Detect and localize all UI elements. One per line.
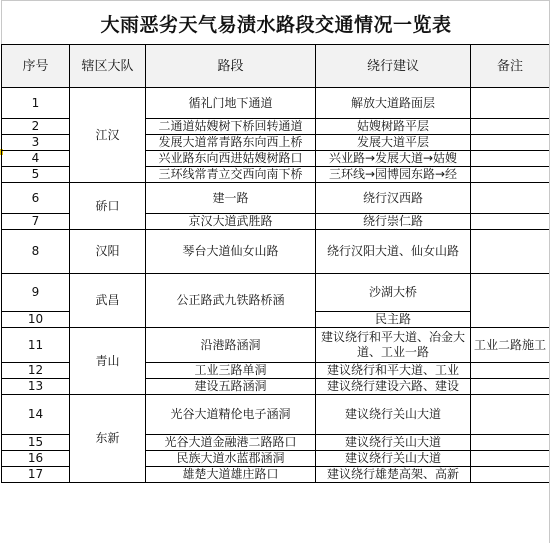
table-row: [2, 395, 550, 435]
table-title: 大雨恶劣天气易渍水路段交通情况一览表: [1, 0, 550, 45]
cell-road: 发展大道常青路东向西上桥: [146, 135, 316, 151]
cell-district: 江汉: [70, 88, 146, 183]
cell-detour: 绕行汉阳大道、仙女山路: [316, 230, 471, 274]
cell-district: 青山: [70, 328, 146, 395]
cell-road: 三环线常青立交西向南下桥: [146, 167, 316, 183]
cell-detour: 姑嫂树路平层: [316, 119, 471, 135]
cell-detour: 发展大道平层: [316, 135, 471, 151]
cell-note: [471, 88, 550, 119]
cell-seq: 17: [2, 467, 70, 483]
header-road: 路段: [146, 45, 316, 88]
cell-seq: 13: [2, 379, 70, 395]
cell-road: 光谷大道精伦电子涵洞: [146, 395, 316, 435]
cell-note: [471, 119, 550, 135]
cell-road: 京汉大道武胜路: [146, 214, 316, 230]
header-row: [2, 45, 550, 88]
cell-seq: 2: [2, 119, 70, 135]
cell-note: 工业二路施工: [471, 328, 550, 363]
cell-road: 工业三路单洞: [146, 363, 316, 379]
table-row: [2, 88, 550, 119]
cell-seq: 15: [2, 435, 70, 451]
cell-seq: 10: [2, 312, 70, 328]
cell-detour: 解放大道路面层: [316, 88, 471, 119]
cell-road: 沿港路涵洞: [146, 328, 316, 363]
cell-road: 光谷大道金融港二路路口: [146, 435, 316, 451]
cell-note: [471, 395, 550, 435]
table-row: [2, 230, 550, 274]
cell-road: 雄楚大道雄庄路口: [146, 467, 316, 483]
cell-seq: 5: [2, 167, 70, 183]
cell-note: [471, 467, 550, 483]
cell-note: [471, 363, 550, 379]
cell-road: 琴台大道仙女山路: [146, 230, 316, 274]
cell-note: [471, 135, 550, 151]
cell-note: [471, 379, 550, 395]
cell-detour: 民主路: [316, 312, 471, 328]
cell-detour: 建议绕行关山大道: [316, 435, 471, 451]
cell-seq: 14: [2, 395, 70, 435]
header-note: 备注: [471, 45, 550, 88]
cell-seq: 6: [2, 183, 70, 214]
cell-detour: 建议绕行和平大道、工业: [316, 363, 471, 379]
cell-detour: 建议绕行关山大道: [316, 451, 471, 467]
cell-detour: 沙湖大桥: [316, 274, 471, 312]
cell-road: 二通道姑嫂树下桥回转通道: [146, 119, 316, 135]
cell-road: 公正路武九铁路桥涵: [146, 274, 316, 328]
cell-detour: 建议绕行和平大道、冶金大道、工业一路: [316, 328, 471, 363]
cell-detour: 兴业路→发展大道→姑嫂: [316, 151, 471, 167]
cell-seq: 1: [2, 88, 70, 119]
cell-district: 汉阳: [70, 230, 146, 274]
cell-detour: 绕行汉西路: [316, 183, 471, 214]
cell-note: [471, 151, 550, 167]
traffic-table: [1, 44, 550, 483]
cell-road: 建设五路涵洞: [146, 379, 316, 395]
cell-road: 建一路: [146, 183, 316, 214]
cell-note: [471, 214, 550, 230]
cell-note: [471, 167, 550, 183]
cell-detour: 建议绕行关山大道: [316, 395, 471, 435]
cell-note: [471, 230, 550, 274]
cell-road: 兴业路东向西进姑嫂树路口: [146, 151, 316, 167]
cell-detour: 绕行崇仁路: [316, 214, 471, 230]
cell-note: [471, 183, 550, 214]
table-row: [2, 328, 550, 363]
table-row: [2, 183, 550, 214]
cell-detour: 三环线→园博园东路→经: [316, 167, 471, 183]
header-district: 辖区大队: [70, 45, 146, 88]
cell-seq: 8: [2, 230, 70, 274]
cell-seq: 16: [2, 451, 70, 467]
header-seq: 序号: [2, 45, 70, 88]
header-detour: 绕行建议: [316, 45, 471, 88]
cell-seq: 3: [2, 135, 70, 151]
cell-seq: 7: [2, 214, 70, 230]
cell-seq: 9: [2, 274, 70, 312]
table-row: [2, 274, 550, 312]
cell-seq: 12: [2, 363, 70, 379]
cell-seq: 4: [2, 151, 70, 167]
cell-note: [471, 274, 550, 328]
cell-detour: 建议绕行雄楚高架、高新: [316, 467, 471, 483]
cell-road: 民族大道水蓝郡涵洞: [146, 451, 316, 467]
cell-detour: 建议绕行建设六路、建设: [316, 379, 471, 395]
cell-district: 硚口: [70, 183, 146, 230]
cell-road: 循礼门地下通道: [146, 88, 316, 119]
cell-note: [471, 451, 550, 467]
cell-district: 武昌: [70, 274, 146, 328]
cell-seq: 11: [2, 328, 70, 363]
cell-district: 东新: [70, 395, 146, 483]
cell-note: [471, 435, 550, 451]
